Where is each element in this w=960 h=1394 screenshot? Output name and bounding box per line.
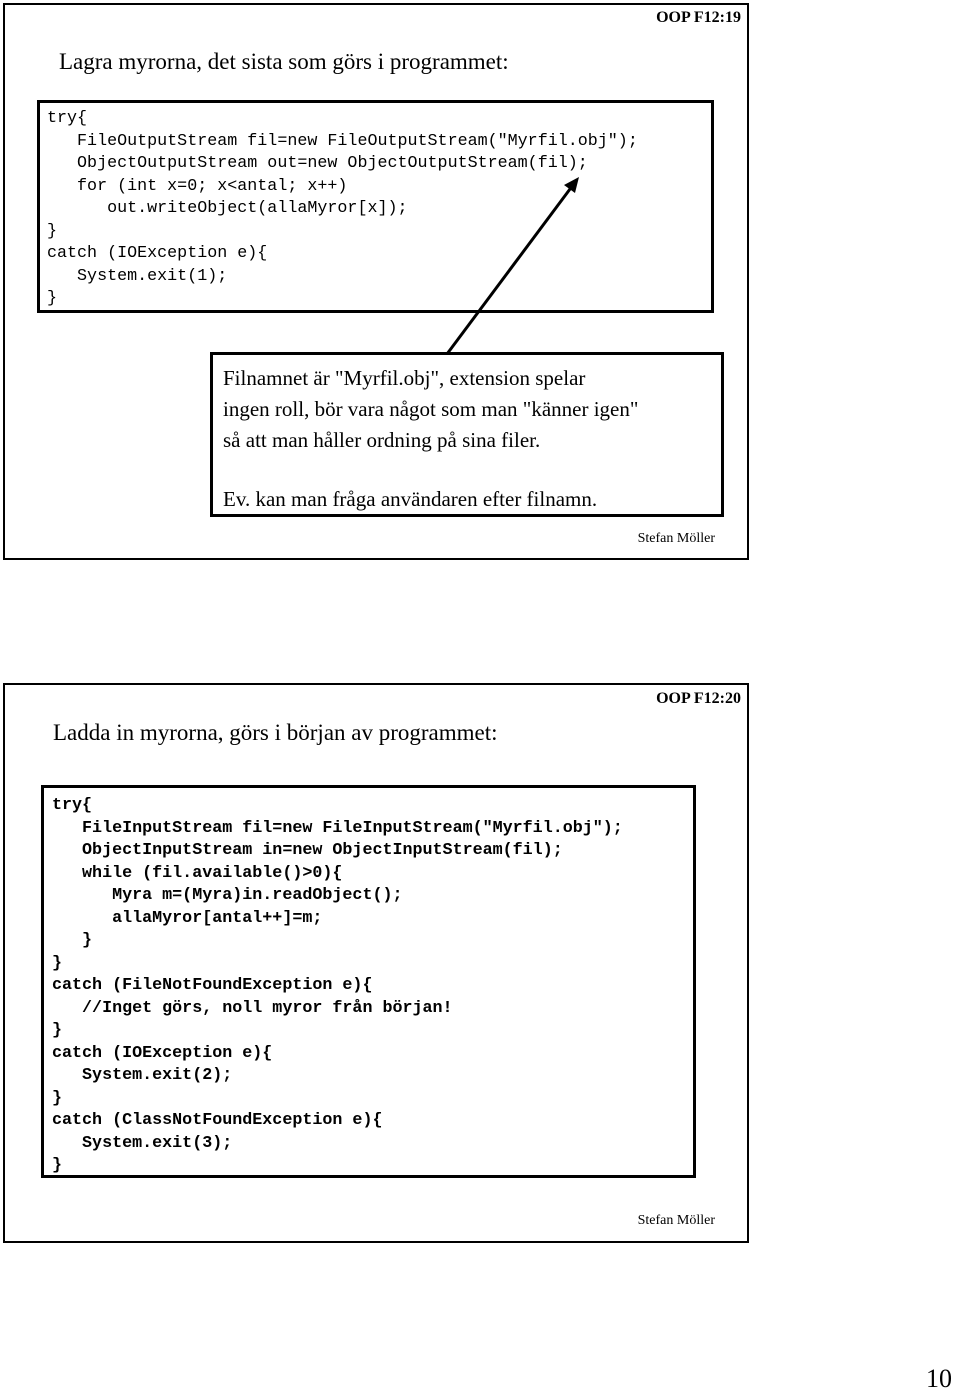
code-line: } [52, 1088, 63, 1108]
slide-title: Ladda in myrorna, görs i början av programmet: [53, 720, 498, 745]
pointer-arrow [5, 5, 751, 562]
code-line: while (fil.available()>0){ [52, 863, 343, 883]
code-line: } [52, 1156, 63, 1175]
page-number: 10 [926, 1364, 952, 1393]
code-line: } [52, 1021, 63, 1040]
note-line: Ev. kan man fråga användaren efter filnamn. [223, 487, 598, 511]
code-line: try{ [52, 796, 93, 815]
code-line: catch (IOException e){ [47, 244, 268, 263]
code-line: } [47, 289, 58, 308]
code-line: catch (FileNotFoundException e){ [52, 976, 373, 995]
code-line: ObjectOutputStream out=new ObjectOutputStream(fil); [47, 154, 588, 173]
note-line: ingen roll, bör vara något som man "känner igen" [223, 397, 639, 421]
slide-f12-20 [3, 683, 749, 1243]
code-line: allaMyror[antal++]=m; [52, 908, 323, 928]
code-line: System.exit(2); [52, 1066, 233, 1085]
slide-number: OOP F12:19 [656, 9, 741, 26]
code-line: FileOutputStream fil=new FileOutputStream("Myrfil.obj"); [47, 131, 638, 151]
note-line: Filnamnet är "Myrfil.obj", extension spelar [223, 366, 586, 390]
author-name: Stefan Möller [637, 531, 715, 546]
note-line: så att man håller ordning på sina filer. [223, 428, 541, 452]
code-line: } [52, 931, 93, 950]
code-line: FileInputStream fil=new FileInputStream("Myrfil.obj"); [52, 818, 623, 838]
slide-number: OOP F12:20 [656, 690, 741, 707]
slide-f12-19 [3, 3, 749, 560]
slide-title: Lagra myrorna, det sista som görs i programmet: [59, 49, 509, 74]
code-line: catch (IOException e){ [52, 1043, 273, 1063]
code-line: System.exit(1); [47, 266, 228, 286]
code-line: ObjectInputStream in=new ObjectInputStream(fil); [52, 841, 563, 860]
code-line: catch (ClassNotFoundException e){ [52, 1111, 383, 1130]
code-line: System.exit(3); [52, 1133, 233, 1153]
code-line: } [47, 221, 58, 241]
code-listing [52, 795, 693, 1178]
code-line: } [52, 953, 63, 973]
code-line: out.writeObject(allaMyror[x]); [47, 199, 408, 218]
code-line: for (int x=0; x<antal; x++) [47, 176, 348, 196]
code-line: //Inget görs, noll myror från början! [52, 998, 453, 1018]
code-line: Myra m=(Myra)in.readObject(); [52, 886, 403, 905]
code-block [41, 785, 696, 1178]
author-name: Stefan Möller [637, 1213, 715, 1228]
code-line: try{ [47, 109, 88, 128]
